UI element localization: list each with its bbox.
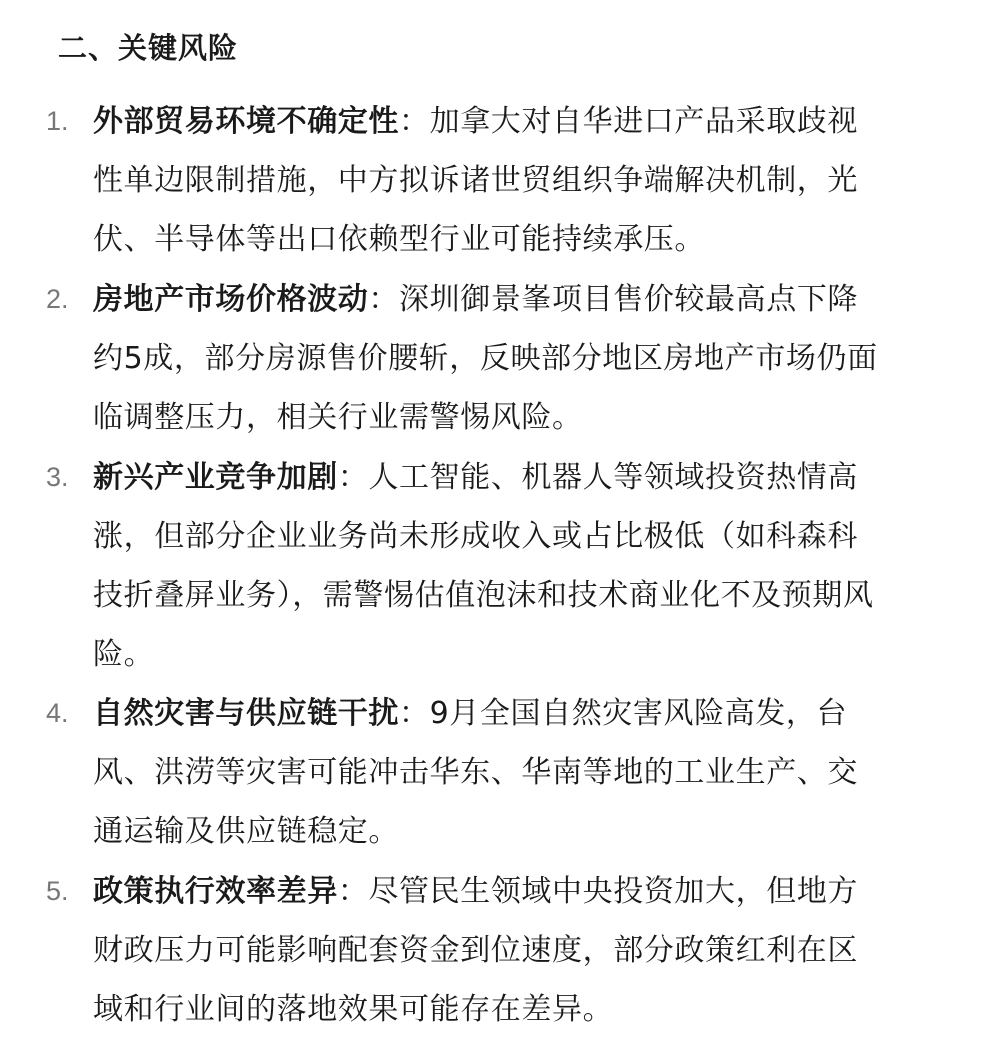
list-item-body: 深圳御景峯项目售价较最高点下降约5成，部分房源售价腰斩，反映部分地区房地产市场仍面临调整压力，相关行业需警惕风险。 <box>93 282 878 435</box>
list-item-number: 3. <box>46 462 69 492</box>
list-item-separator: ： <box>337 460 369 495</box>
list-item-title: 房地产市场价格波动 <box>93 282 369 317</box>
list-item-text <box>93 92 883 269</box>
list-item-title: 政策执行效率差异 <box>93 874 338 909</box>
list-item-text <box>93 862 883 1039</box>
list-item-number: 4. <box>46 698 69 728</box>
list-item-separator: ： <box>399 696 430 731</box>
list-item-body: 9月全国自然灾害风险高发，台风、洪涝等灾害可能冲击华东、华南等地的工业生产、交通运输及供应链稳定。 <box>93 696 858 849</box>
list-item-separator: ： <box>337 874 369 909</box>
list-item-text <box>93 684 883 861</box>
section-title: 二、关键风险 <box>58 31 239 65</box>
list-item-text <box>93 270 883 447</box>
list-item-body: 尽管民生领域中央投资加大，但地方财政压力可能影响配套资金到位速度，部分政策红利在区域和行业间的落地效果可能存在差异。 <box>93 874 859 1027</box>
list-item-separator: ： <box>399 104 430 139</box>
list-item-title: 自然灾害与供应链干扰 <box>93 696 399 731</box>
list-item-separator: ： <box>368 282 400 317</box>
list-item-body: 人工智能、机器人等领域投资热情高涨，但部分企业业务尚未形成收入或占比极低（如科森科技折叠屏业务），需警惕估值泡沫和技术商业化不及预期风险。 <box>93 460 874 672</box>
list-item-title: 外部贸易环境不确定性 <box>93 104 399 139</box>
list-item-text <box>93 448 883 684</box>
list-item-number: 2. <box>46 284 69 314</box>
list-item-number: 1. <box>46 106 69 136</box>
list-item-number: 5. <box>46 876 69 906</box>
list-item-body: 加拿大对自华进口产品采取歧视性单边限制措施，中方拟诉诸世贸组织争端解决机制，光伏、半导体等出口依赖型行业可能持续承压。 <box>93 104 859 257</box>
list-item-title: 新兴产业竞争加剧 <box>93 460 338 495</box>
